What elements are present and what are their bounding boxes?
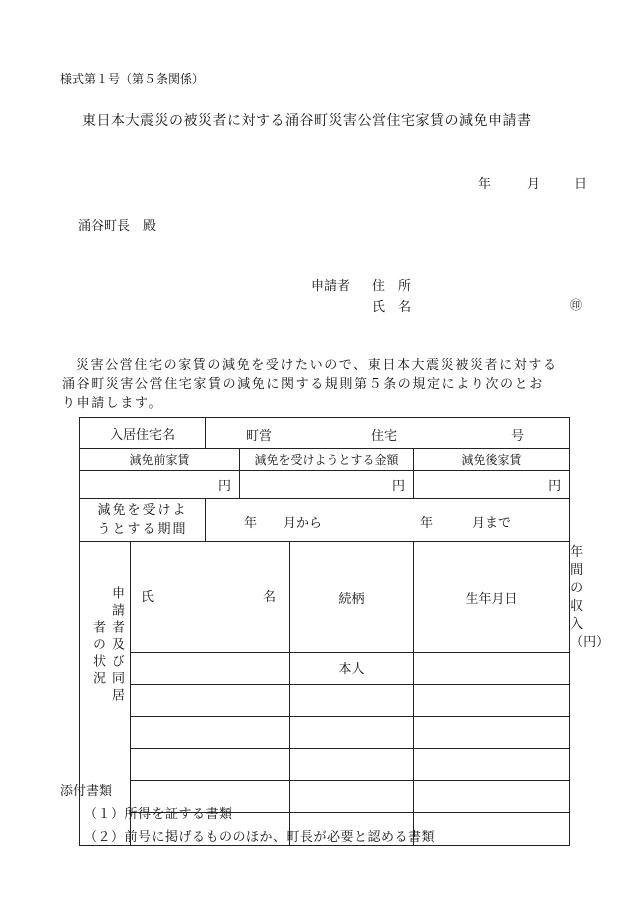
member-birthdate-cell[interactable] bbox=[414, 685, 570, 717]
member-relation-cell: 本人 bbox=[290, 653, 414, 685]
before-rent-field[interactable]: 円 bbox=[80, 471, 240, 499]
name-header-char-1: 氏 bbox=[141, 590, 155, 605]
addressee: 涌谷町長 殿 bbox=[78, 219, 157, 234]
date-month-label: 月 bbox=[527, 177, 541, 192]
after-rent-field[interactable]: 円 bbox=[414, 471, 570, 499]
period-field[interactable] bbox=[206, 499, 570, 542]
birthdate-column-header: 生年月日 bbox=[414, 542, 570, 653]
attachments-title: 添付書類 bbox=[60, 784, 113, 799]
rent-header-row bbox=[80, 449, 570, 471]
period-to-label: 年 月まで bbox=[420, 516, 512, 531]
member-birthdate-cell[interactable] bbox=[414, 813, 570, 846]
period-row bbox=[80, 499, 570, 542]
request-statement bbox=[62, 356, 592, 413]
residence-house-label: 住宅 bbox=[371, 429, 398, 444]
residence-town-label: 町営 bbox=[246, 429, 273, 444]
residence-field[interactable] bbox=[206, 418, 570, 449]
member-birthdate-cell[interactable] bbox=[414, 749, 570, 781]
status-outer-label-cell bbox=[80, 542, 131, 846]
member-row bbox=[80, 653, 570, 685]
reduction-amount-field[interactable]: 円 bbox=[240, 471, 414, 499]
member-row bbox=[80, 685, 570, 717]
member-row bbox=[80, 749, 570, 781]
relation-column-header: 続柄 bbox=[290, 542, 414, 653]
residence-label: 入居住宅名 bbox=[80, 418, 206, 449]
residence-row bbox=[80, 418, 570, 449]
status-outer-label: 者の状況 bbox=[90, 620, 105, 688]
member-header-row: 者の状況 申請者及び同居 氏 名 続柄 生年月日 年 間 の 収 入 （円） bbox=[80, 542, 570, 653]
member-birthdate-cell[interactable] bbox=[414, 717, 570, 749]
date-year-label: 年 bbox=[478, 177, 492, 192]
application-table bbox=[79, 417, 610, 846]
reduction-amount-label: 減免を受けようとする金額 bbox=[240, 449, 414, 471]
rent-value-row bbox=[80, 471, 570, 499]
after-rent-label: 減免後家賃 bbox=[414, 449, 570, 471]
member-relation-cell[interactable] bbox=[290, 781, 414, 813]
attachment-item: （１）所得を証する書類 bbox=[84, 807, 233, 822]
period-label bbox=[80, 499, 206, 542]
statement-line-2: 涌谷町災害公営住宅家賃の減免に関する規則第５条の規定により次のとお bbox=[62, 377, 544, 392]
before-rent-label: 減免前家賃 bbox=[80, 449, 240, 471]
member-name-cell[interactable] bbox=[131, 685, 290, 717]
member-relation-cell[interactable] bbox=[290, 749, 414, 781]
residence-number-label: 号 bbox=[511, 429, 525, 444]
seal-mark: ㊞ bbox=[570, 298, 583, 312]
member-relation-cell[interactable] bbox=[290, 685, 414, 717]
period-from-label: 年 月から bbox=[244, 516, 323, 531]
status-inner-label: 申請者及び同居 bbox=[109, 586, 124, 705]
name-column-header bbox=[131, 542, 290, 653]
attachment-item: （２）前号に掲げるもののほか、町長が必要と認める書類 bbox=[84, 830, 436, 845]
form-number: 様式第１号（第５条関係） bbox=[60, 72, 205, 86]
name-header-char-2: 名 bbox=[263, 590, 277, 605]
statement-line-1: 災害公営住宅の家賃の減免を受けたいので、東日本大震災被災者に対する bbox=[76, 358, 558, 373]
member-name-cell[interactable] bbox=[131, 653, 290, 685]
applicant-address-label: 住 所 bbox=[372, 279, 412, 294]
member-birthdate-cell[interactable] bbox=[414, 653, 570, 685]
date-day-label: 日 bbox=[574, 177, 588, 192]
member-birthdate-cell[interactable] bbox=[414, 781, 570, 813]
statement-line-3: り申請します。 bbox=[62, 396, 164, 411]
period-label-line-2: うとする期間 bbox=[97, 522, 188, 537]
member-relation-cell[interactable] bbox=[290, 717, 414, 749]
member-name-cell[interactable] bbox=[131, 717, 290, 749]
period-label-line-1: 減免を受けよ bbox=[97, 503, 188, 518]
applicant-name-label: 氏 名 bbox=[372, 300, 412, 315]
member-name-cell[interactable] bbox=[131, 749, 290, 781]
member-row bbox=[80, 717, 570, 749]
applicant-label: 申請者 bbox=[311, 279, 351, 294]
document-title: 東日本大震災の被災者に対する涌谷町災害公営住宅家賃の減免申請書 bbox=[82, 113, 532, 129]
